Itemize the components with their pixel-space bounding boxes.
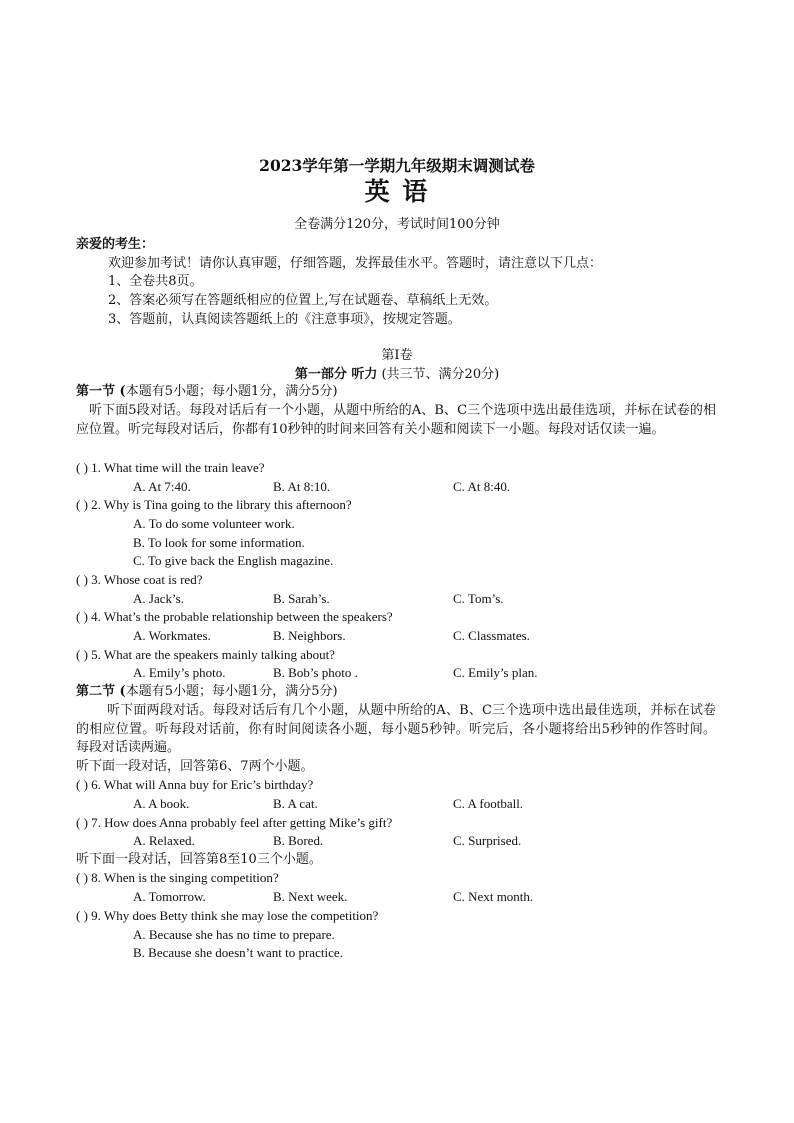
option-c: C. Surprised. xyxy=(453,833,522,848)
option-b: B. Sarah’s. xyxy=(273,591,330,606)
question-stem: ( ) 6. What will Anna buy for Eric’s birthday? xyxy=(76,777,314,792)
option-b: B. To look for some information. xyxy=(133,535,305,550)
option-b: B. Neighbors. xyxy=(273,628,346,643)
question-stem: ( ) 7. How does Anna probably feel after getting Mike’s gift? xyxy=(76,815,393,830)
question-stem: ( ) 5. What are the speakers mainly talking about? xyxy=(76,647,335,662)
option-b: B. At 8:10. xyxy=(273,479,331,494)
option-c: C. To give back the English magazine. xyxy=(133,553,334,568)
part1-title-bold: 第一部分 听力 xyxy=(294,367,378,382)
option-a: A. Because she has no time to prepare. xyxy=(133,927,335,942)
option-c: C. Classmates. xyxy=(453,628,530,643)
question-stem: ( ) 2. Why is Tina going to the library this afternoon? xyxy=(76,497,352,512)
section2-instructions: 听下面两段对话。每段对话后有几个小题，从题中所给的A、B、C三个选项中选出最佳选项，并标在试卷的相应位置。听每段对话前，你有时间阅读各小题，每小题5秒钟。听完后，各小题将给出5秒钟的作答时间。每段对话读两遍。 xyxy=(76,703,716,755)
option-c: C. Tom’s. xyxy=(453,591,504,606)
question-stem: ( ) 4. What’s the probable relationship between the speakers? xyxy=(76,609,393,624)
notice-intro: 欢迎参加考试！请你认真审题，仔细答题，发挥最佳水平。答题时，请注意以下几点： xyxy=(108,256,603,271)
option-a: A. Workmates. xyxy=(133,628,211,643)
section2-title-bold: 第二节 ( xyxy=(76,684,126,699)
section1-title xyxy=(76,383,338,402)
section2-title xyxy=(76,683,338,702)
part1-title-rest: (共三节、满分20分) xyxy=(381,367,500,382)
option-c: C. A football. xyxy=(453,796,524,811)
question-stem: ( ) 1. What time will the train leave? xyxy=(76,460,265,475)
notice-item: 1、全卷共8页。 xyxy=(108,274,203,289)
option-b: B. A cat. xyxy=(273,796,318,811)
option-a: A. At 7:40. xyxy=(133,479,191,494)
notice-item: 2、答案必须写在答题纸相应的位置上,写在试题卷、草稿纸上无效。 xyxy=(108,293,498,308)
greeting: 亲爱的考生： xyxy=(76,237,155,252)
notice-item: 3、答题前，认真阅读答题纸上的《注意事项》，按规定答题。 xyxy=(108,312,461,327)
option-a: A. Emily’s photo. xyxy=(133,665,226,680)
dialogue-group-label: 听下面一段对话，回答第6、7两个小题。 xyxy=(76,759,314,774)
option-a: A. To do some volunteer work. xyxy=(133,516,295,531)
option-a: A. A book. xyxy=(133,796,190,811)
section2-title-rest: 本题有5小题；每小题1分，满分5分) xyxy=(125,684,338,699)
part1-title xyxy=(0,366,794,385)
section1-instructions: 听下面5段对话。每段对话后有一个小题，从题中所给的A、B、C三个选项中选出最佳选项，并标在试卷的相应位置。听完每段对话后，你都有10秒钟的时间来回答有关小题和阅读下一小题。每段对话仅读一遍。 xyxy=(76,403,716,437)
option-c: C. At 8:40. xyxy=(453,479,511,494)
subject-title: 英 语 xyxy=(364,177,430,206)
option-b: B. Because she doesn’t want to practice. xyxy=(133,945,343,960)
question-stem: ( ) 8. When is the singing competition? xyxy=(76,870,279,885)
exam-info: 全卷满分120分，考试时间100分钟 xyxy=(294,217,500,232)
option-a: A. Tomorrow. xyxy=(133,889,206,904)
option-b: B. Bored. xyxy=(273,833,324,848)
option-b: B. Bob’s photo . xyxy=(273,665,358,680)
section1-title-bold: 第一节 ( xyxy=(76,384,126,399)
question-stem: ( ) 3. Whose coat is red? xyxy=(76,572,203,587)
option-b: B. Next week. xyxy=(273,889,348,904)
exam-title: 2023学年第一学期九年级期末调测试卷 xyxy=(259,156,535,175)
volume-label: 第Ⅰ卷 xyxy=(381,348,413,363)
option-c: C. Next month. xyxy=(453,889,534,904)
option-a: A. Jack’s. xyxy=(133,591,184,606)
question-stem: ( ) 9. Why does Betty think she may lose the competition? xyxy=(76,908,379,923)
section1-title-rest: 本题有5小题；每小题1分，满分5分) xyxy=(125,384,338,399)
option-c: C. Emily’s plan. xyxy=(453,665,538,680)
dialogue-group-label: 听下面一段对话，回答第8至10三个小题。 xyxy=(76,852,322,867)
option-a: A. Relaxed. xyxy=(133,833,195,848)
